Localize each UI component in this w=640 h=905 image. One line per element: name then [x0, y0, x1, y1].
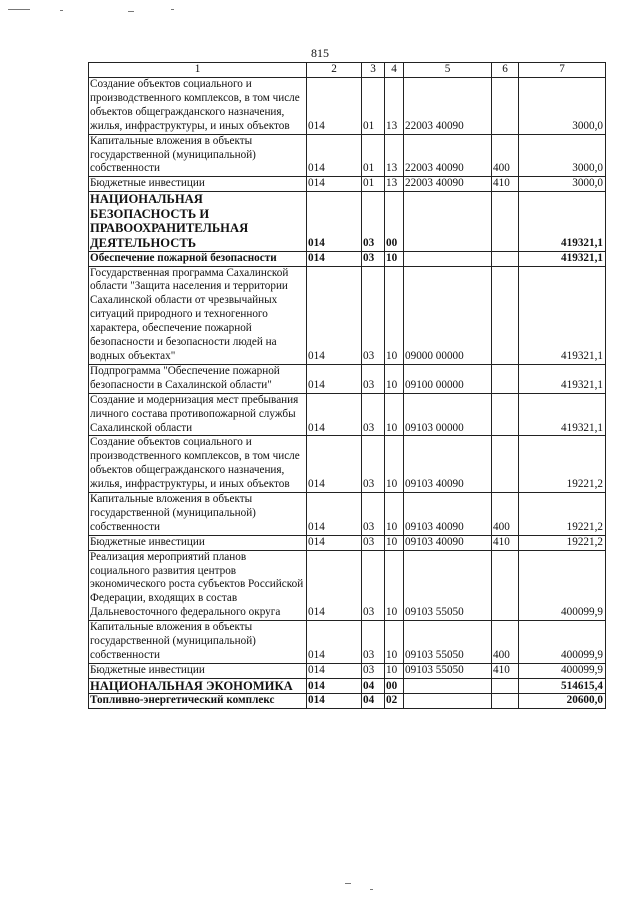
table-row	[89, 134, 606, 177]
row-expense-type-cell	[492, 192, 519, 251]
row-amount-cell: 19221,2	[519, 535, 606, 550]
row-name-cell: Капитальные вложения в объекты государственной (муниципальной) собственности	[89, 134, 307, 177]
row-expense-type-cell	[492, 694, 519, 709]
row-subsection-cell: 00	[385, 192, 404, 251]
row-target-article-cell	[404, 678, 492, 694]
table-row	[89, 78, 606, 135]
row-expense-type-cell	[492, 266, 519, 364]
row-subsection-cell: 10	[385, 663, 404, 678]
row-code-cell: 014	[307, 663, 362, 678]
row-subsection-cell: 02	[385, 694, 404, 709]
row-amount-cell: 400099,9	[519, 663, 606, 678]
row-subsection-cell: 10	[385, 436, 404, 493]
row-subsection-cell: 13	[385, 134, 404, 177]
row-amount-cell: 400099,9	[519, 550, 606, 621]
row-section-cell: 03	[362, 621, 385, 664]
row-expense-type-cell: 400	[492, 621, 519, 664]
row-section-cell: 04	[362, 678, 385, 694]
row-target-article-cell: 09000 00000	[404, 266, 492, 364]
header-row	[89, 63, 606, 78]
row-name-cell: Бюджетные инвестиции	[89, 177, 307, 192]
row-expense-type-cell	[492, 78, 519, 135]
row-name-cell: Создание объектов социального и производственного комплексов, в том числе объектов общегражданского назначения, жилья, инфраструктуры, и иных объектов	[89, 78, 307, 135]
row-section-cell: 03	[362, 393, 385, 436]
row-code-cell: 014	[307, 266, 362, 364]
row-section-cell: 03	[362, 550, 385, 621]
row-subsection-cell: 10	[385, 535, 404, 550]
row-target-article-cell: 22003 40090	[404, 134, 492, 177]
row-expense-type-cell	[492, 393, 519, 436]
column-header: 3	[362, 63, 385, 78]
row-target-article-cell	[404, 694, 492, 709]
row-code-cell: 014	[307, 78, 362, 135]
row-target-article-cell: 09103 00000	[404, 393, 492, 436]
table-row	[89, 678, 606, 694]
row-amount-cell: 3000,0	[519, 134, 606, 177]
row-code-cell: 014	[307, 251, 362, 266]
row-section-cell: 04	[362, 694, 385, 709]
table-row	[89, 364, 606, 393]
row-expense-type-cell: 410	[492, 663, 519, 678]
row-code-cell: 014	[307, 550, 362, 621]
row-target-article-cell: 09103 40090	[404, 493, 492, 536]
row-subsection-cell: 10	[385, 550, 404, 621]
row-name-cell: Топливно-энергетический комплекс	[89, 694, 307, 709]
row-section-cell: 03	[362, 266, 385, 364]
row-name-cell: Реализация мероприятий планов социального развития центров экономического роста субъектов Российской Федерации, входящих в состав Дальневосточного федерального округа	[89, 550, 307, 621]
row-expense-type-cell	[492, 436, 519, 493]
row-expense-type-cell: 410	[492, 535, 519, 550]
row-name-cell: Государственная программа Сахалинской области "Защита населения и территории Сахалинской области от чрезвычайных ситуаций природного и техногенного характера, обеспечение пожарной безопасности и безопасности людей на водных объектах"	[89, 266, 307, 364]
column-header: 1	[89, 63, 307, 78]
column-header: 6	[492, 63, 519, 78]
row-amount-cell: 3000,0	[519, 177, 606, 192]
row-subsection-cell: 10	[385, 621, 404, 664]
row-amount-cell: 419321,1	[519, 393, 606, 436]
row-target-article-cell: 09103 55050	[404, 550, 492, 621]
column-header: 4	[385, 63, 404, 78]
row-amount-cell: 20600,0	[519, 694, 606, 709]
row-code-cell: 014	[307, 535, 362, 550]
row-name-cell: Создание объектов социального и производственного комплексов, в том числе объектов общегражданского назначения, жилья, инфраструктуры, и иных объектов	[89, 436, 307, 493]
row-target-article-cell: 22003 40090	[404, 78, 492, 135]
table-row	[89, 192, 606, 251]
row-amount-cell: 419321,1	[519, 364, 606, 393]
row-expense-type-cell: 400	[492, 493, 519, 536]
row-subsection-cell: 00	[385, 678, 404, 694]
row-section-cell: 03	[362, 364, 385, 393]
row-code-cell: 014	[307, 621, 362, 664]
row-target-article-cell	[404, 251, 492, 266]
row-section-cell: 01	[362, 78, 385, 135]
row-name-cell: Бюджетные инвестиции	[89, 663, 307, 678]
row-name-cell: Капитальные вложения в объекты государственной (муниципальной) собственности	[89, 493, 307, 536]
row-code-cell: 014	[307, 436, 362, 493]
row-subsection-cell: 10	[385, 266, 404, 364]
row-name-cell: Обеспечение пожарной безопасности	[89, 251, 307, 266]
row-subsection-cell: 13	[385, 78, 404, 135]
budget-table	[88, 62, 606, 709]
page-number: 815	[311, 46, 329, 60]
row-section-cell: 03	[362, 251, 385, 266]
table-row	[89, 621, 606, 664]
row-name-cell: Бюджетные инвестиции	[89, 535, 307, 550]
row-code-cell: 014	[307, 364, 362, 393]
row-target-article-cell: 09103 40090	[404, 535, 492, 550]
row-subsection-cell: 10	[385, 364, 404, 393]
row-name-cell: Капитальные вложения в объекты государственной (муниципальной) собственности	[89, 621, 307, 664]
row-code-cell: 014	[307, 393, 362, 436]
row-amount-cell: 3000,0	[519, 78, 606, 135]
row-name-cell: Подпрограмма "Обеспечение пожарной безопасности в Сахалинской области"	[89, 364, 307, 393]
row-code-cell: 014	[307, 134, 362, 177]
row-target-article-cell	[404, 192, 492, 251]
row-section-cell: 03	[362, 493, 385, 536]
row-name-cell: НАЦИОНАЛЬНАЯ ЭКОНОМИКА	[89, 678, 307, 694]
table-row	[89, 251, 606, 266]
row-section-cell: 03	[362, 535, 385, 550]
row-amount-cell: 514615,4	[519, 678, 606, 694]
row-expense-type-cell	[492, 364, 519, 393]
row-expense-type-cell: 410	[492, 177, 519, 192]
row-amount-cell: 19221,2	[519, 493, 606, 536]
row-section-cell: 03	[362, 436, 385, 493]
row-target-article-cell: 09103 55050	[404, 663, 492, 678]
row-subsection-cell: 10	[385, 393, 404, 436]
column-header: 7	[519, 63, 606, 78]
row-target-article-cell: 09100 00000	[404, 364, 492, 393]
table-body	[89, 78, 606, 709]
row-code-cell: 014	[307, 694, 362, 709]
row-expense-type-cell	[492, 678, 519, 694]
table-row	[89, 663, 606, 678]
row-expense-type-cell	[492, 251, 519, 266]
row-target-article-cell: 22003 40090	[404, 177, 492, 192]
row-code-cell: 014	[307, 177, 362, 192]
row-subsection-cell: 13	[385, 177, 404, 192]
row-section-cell: 03	[362, 663, 385, 678]
table-row	[89, 266, 606, 364]
row-amount-cell: 19221,2	[519, 436, 606, 493]
row-expense-type-cell: 400	[492, 134, 519, 177]
row-section-cell: 01	[362, 134, 385, 177]
table-row	[89, 393, 606, 436]
table-row	[89, 493, 606, 536]
row-amount-cell: 400099,9	[519, 621, 606, 664]
row-expense-type-cell	[492, 550, 519, 621]
row-section-cell: 03	[362, 192, 385, 251]
row-amount-cell: 419321,1	[519, 266, 606, 364]
row-name-cell: Создание и модернизация мест пребывания личного состава противопожарной службы Сахалинской области	[89, 393, 307, 436]
column-header: 5	[404, 63, 492, 78]
table-row	[89, 535, 606, 550]
row-section-cell: 01	[362, 177, 385, 192]
row-code-cell: 014	[307, 678, 362, 694]
row-target-article-cell: 09103 55050	[404, 621, 492, 664]
row-code-cell: 014	[307, 493, 362, 536]
table-row	[89, 550, 606, 621]
row-amount-cell: 419321,1	[519, 192, 606, 251]
table-row	[89, 436, 606, 493]
table-row	[89, 177, 606, 192]
row-target-article-cell: 09103 40090	[404, 436, 492, 493]
table-row	[89, 694, 606, 709]
column-header: 2	[307, 63, 362, 78]
row-name-cell: НАЦИОНАЛЬНАЯ БЕЗОПАСНОСТЬ И ПРАВООХРАНИТЕЛЬНАЯ ДЕЯТЕЛЬНОСТЬ	[89, 192, 307, 251]
row-subsection-cell: 10	[385, 493, 404, 536]
row-code-cell: 014	[307, 192, 362, 251]
row-subsection-cell: 10	[385, 251, 404, 266]
row-amount-cell: 419321,1	[519, 251, 606, 266]
